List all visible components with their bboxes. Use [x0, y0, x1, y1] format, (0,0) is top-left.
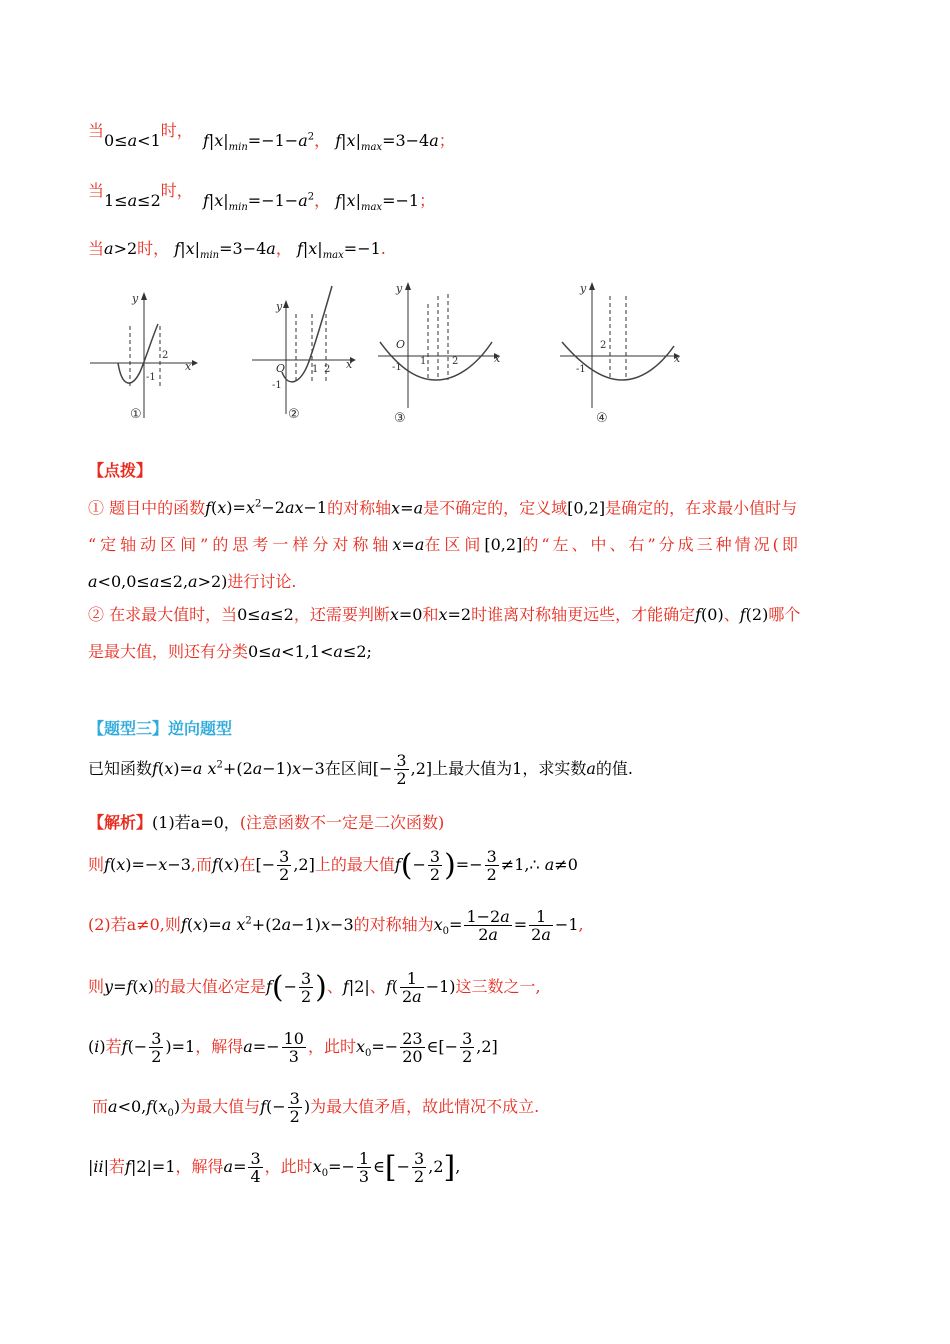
solution-line-2: 则f(x)=−x−3,而f(x)在[− $\frac{3}{2}$ ,2]上的最大值f(− $\frac{3}{2}$ )=− $\frac{3}{2}$ ≠1,∴ a≠0 — [88, 847, 578, 884]
svg-text:x: x — [346, 358, 353, 371]
svg-text:O: O — [276, 362, 286, 375]
problem-statement: 已知函数f(x)=a $x^2+(2a-1)x-3$在区间[− $\frac{3}{2}$ ,2]上最大值为1，求实数a的值. — [88, 751, 633, 788]
solution-line-6: 而$a<0,f(x_0)$为最大值与f(− $\frac{3}{2}$ )为最大值矛盾，故此情况不成立. — [92, 1089, 540, 1126]
svg-text:y: y — [276, 300, 283, 313]
solution-line-1: 【解析】(1)若a=0，(注意函数不一定是二次函数) — [88, 813, 445, 832]
svg-text:-1: -1 — [576, 364, 586, 375]
case-prefix: 当 — [88, 121, 105, 140]
graph-2 — [250, 284, 360, 428]
solution-line-4: 则y=f(x)的最大值必定是f(− $\frac{3}{2}$ )、f|2|、f( $\frac{1}{2a}$ −1)这三数之一, — [88, 969, 541, 1006]
svg-text:y: y — [396, 282, 403, 295]
svg-text:-1: -1 — [272, 380, 282, 391]
graph-label-2: ② — [288, 407, 300, 422]
svg-text:1: 1 — [420, 356, 427, 367]
svg-text:-1: -1 — [392, 362, 402, 373]
tip-paragraph-2: ② 在求最大值时，当0≤a≤2，还需要判断x=0和x=2时谁离对称轴更远些，才能确定f(0)、f(2)哪个 是最大值，则还有分类0≤a<1,1<a≤2; — [88, 605, 801, 661]
type3-title: 【题型三】逆向题型 — [88, 719, 233, 738]
svg-text:2: 2 — [452, 356, 459, 367]
case-line-2: 当1≤a≤2时， $f|x|_{min}=-1-a^2$， $f|x|_{max}=-1$； — [88, 181, 436, 214]
svg-text:2: 2 — [162, 350, 169, 361]
svg-text:x: x — [494, 352, 501, 365]
solution-title: 【解析】 — [88, 813, 153, 832]
tip-title: 【点拨】 — [88, 461, 153, 480]
svg-text:1: 1 — [312, 364, 319, 375]
solution-line-7: |ii|若f|2|=1，解得a= $\frac{3}{4}$ ，此时$x_0=-$ $\frac{1}{3}$ ∈[− $\frac{3}{2}$ ,2], — [88, 1149, 461, 1186]
tip-paragraph-1: ① 题目中的函数$f(x)=x^2-2ax-1$的对称轴x=a是不确定的，定义域[0,2]是确定的，在求最小值时与 “定轴动区间”的思考一样分对称轴x=a在区间[0,2]的“左、中、右”分成三种情况(即 a<0,0≤a≤2,a>2)进行讨论. — [88, 498, 801, 592]
svg-text:x: x — [674, 352, 681, 365]
svg-text:-1: -1 — [146, 372, 156, 383]
graph-3 — [376, 276, 506, 428]
case-line-3: 当a>2时， $f|x|_{min}=3-4a$， $f|x|_{max}=-1$. — [88, 239, 386, 262]
graph-4 — [556, 276, 686, 428]
graph-label-3: ③ — [394, 411, 406, 426]
svg-text:O: O — [396, 338, 406, 351]
case-line-1: 当0≤a<1时， $f|x|_{min}=-1-a^2$， $f|x|_{max}=3-4a$； — [88, 121, 455, 154]
case-suffix: 时， — [160, 121, 193, 140]
svg-text:2: 2 — [600, 340, 607, 351]
solution-line-3: (2)若a≠0,则f(x)=a $x^2+(2a-1)x-3$的对称轴为$x_0=$ $\frac{1-2a}{2a}$ = $\frac{1}{2a}$ −1, — [88, 907, 584, 944]
svg-text:2: 2 — [324, 364, 331, 375]
graph-1 — [88, 288, 198, 428]
axis-y-label: y — [132, 292, 139, 305]
solution-line-5: (i)若f(− $\frac{3}{2}$ )=1，解得a=− $\frac{10}{3}$ ，此时$x_0=-$ $\frac{23}{20}$ ∈[− $\frac{3}{2}$ ,2] — [88, 1029, 498, 1066]
graph-label-1: ① — [130, 407, 142, 422]
svg-text:y: y — [580, 282, 587, 295]
svg-text:x: x — [185, 360, 192, 373]
graph-label-4: ④ — [596, 411, 608, 426]
